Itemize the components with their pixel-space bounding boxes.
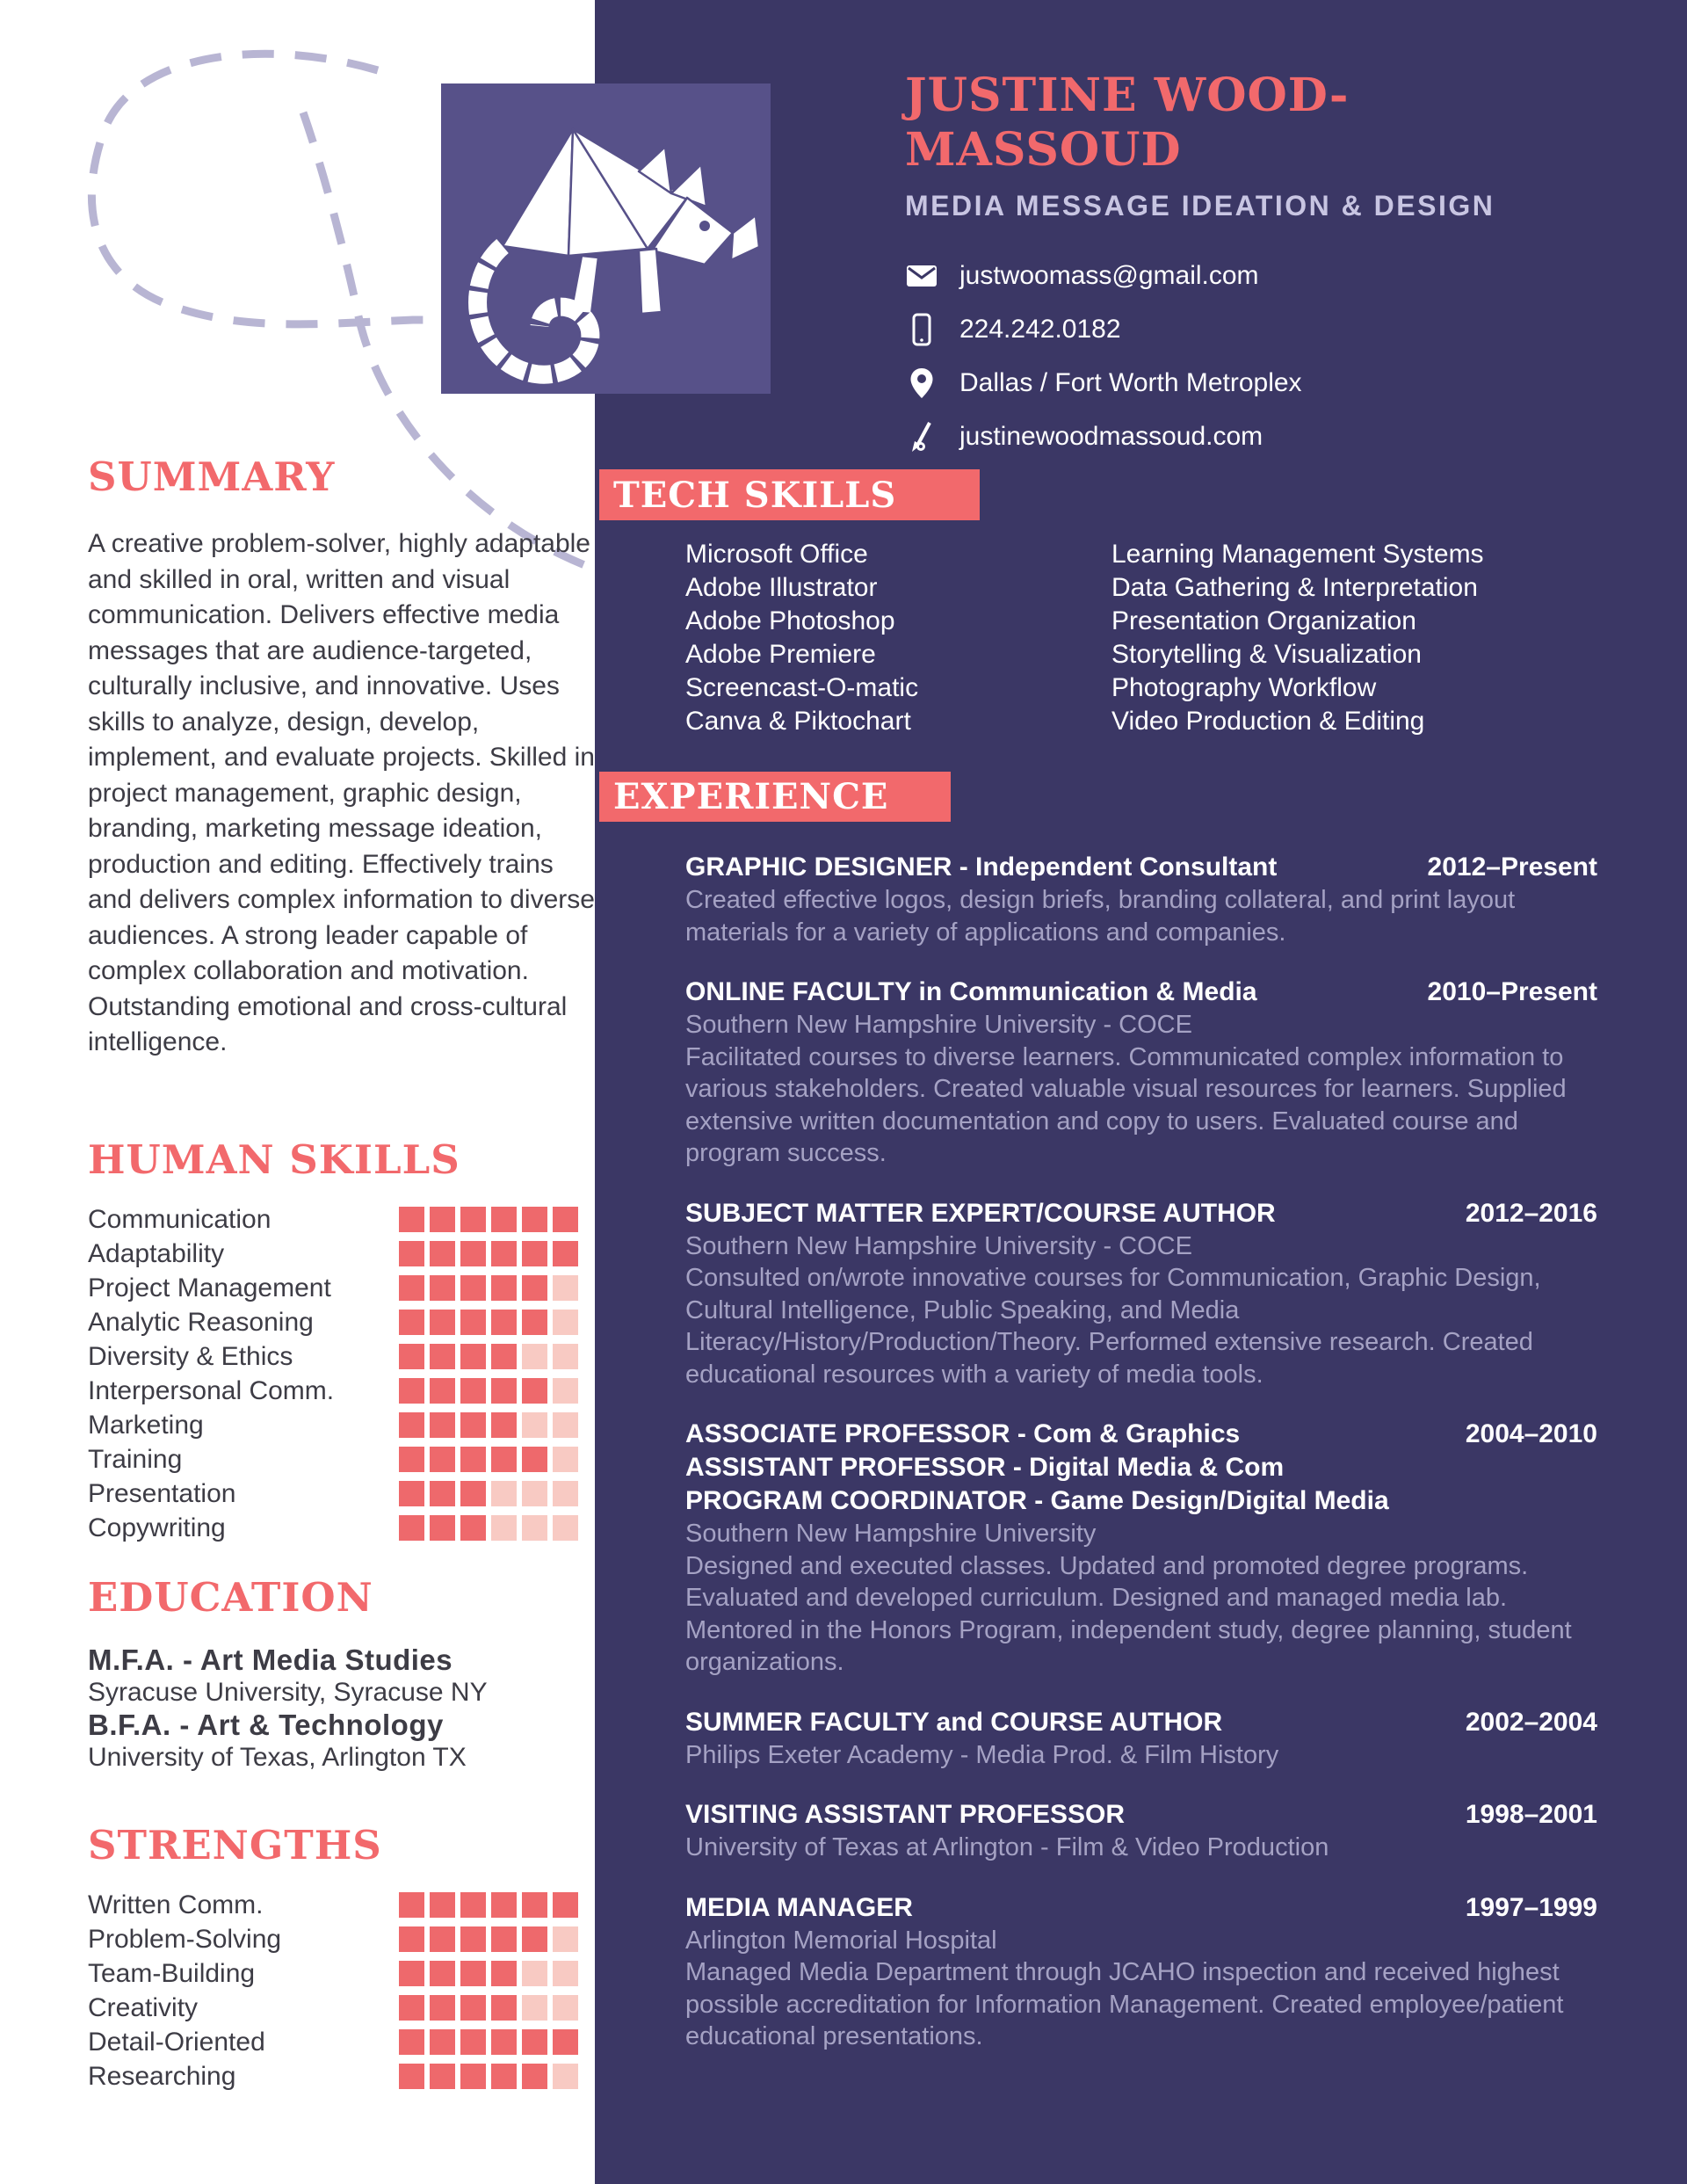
skill-rating [399, 1275, 578, 1301]
human-skills-heading: HUMAN SKILLS [88, 1136, 460, 1183]
tech-skills-heading: TECH SKILLS [613, 474, 897, 516]
rating-square-filled [460, 1961, 486, 1986]
rating-square-filled [430, 1310, 455, 1335]
rating-square-filled [460, 2064, 486, 2089]
rating-square-filled [460, 1926, 486, 1952]
rating-square-empty [553, 1961, 578, 1986]
skill-rating [399, 2064, 578, 2089]
job-title-line: GRAPHIC DESIGNER - Independent Consultant [685, 853, 1278, 882]
job-organization: Southern New Hampshire University [685, 1520, 1097, 1548]
skill-rating [399, 1344, 578, 1369]
job-title-line: ASSISTANT PROFESSOR - Digital Media & Com [685, 1453, 1285, 1482]
pen-tool-icon [905, 420, 938, 453]
skill-row [88, 1237, 578, 1271]
rating-square-filled [430, 1241, 455, 1266]
job-title-line: PROGRAM COORDINATOR - Game Design/Digital Media [685, 1486, 1389, 1515]
skill-row [88, 1956, 578, 1991]
rating-square-filled [399, 1961, 424, 1986]
rating-square-empty [491, 1515, 517, 1541]
tech-skills-column-2 [1111, 538, 1656, 738]
job-dates: 1997–1999 [1465, 1892, 1597, 1922]
rating-square-empty [553, 2064, 578, 2089]
job-organization: Philips Exeter Academy - Media Prod. & Film History [685, 1740, 1279, 1769]
rating-square-filled [399, 1378, 424, 1404]
job-titles [685, 1798, 1455, 1832]
contact-row[interactable] [905, 410, 1608, 463]
rating-square-filled [522, 1207, 547, 1232]
contact-list [905, 249, 1608, 463]
rating-square-filled [460, 1515, 486, 1541]
job-dates: 1998–2001 [1465, 1800, 1597, 1829]
job-header [685, 1706, 1597, 1739]
tech-skills-banner [599, 469, 980, 520]
experience-entry [685, 1798, 1597, 1864]
rating-square-filled [522, 1378, 547, 1404]
rating-square-filled [491, 1995, 517, 2021]
rating-square-filled [399, 1995, 424, 2021]
tech-skill-item: Learning Management Systems [1111, 540, 1484, 569]
skill-label: Project Management [88, 1273, 331, 1302]
rating-square-empty [553, 1275, 578, 1301]
job-header [685, 1197, 1597, 1230]
rating-square-filled [399, 1447, 424, 1472]
education-school: University of Texas, Arlington TX [88, 1743, 467, 1772]
rating-square-filled [399, 1310, 424, 1335]
rating-square-filled [491, 1207, 517, 1232]
job-header [685, 851, 1597, 884]
rating-square-filled [553, 2029, 578, 2055]
job-description: Created effective logos, design briefs, branding collateral, and print layout materials for a variety of applications and companies. [685, 886, 1516, 947]
skill-rating [399, 1995, 578, 2021]
job-titles [685, 1197, 1455, 1230]
contact-row[interactable] [905, 249, 1608, 302]
experience-list [685, 851, 1597, 2080]
skill-row [88, 1922, 578, 1956]
rating-square-filled [460, 1447, 486, 1472]
job-titles [685, 976, 1417, 1009]
rating-square-filled [460, 1481, 486, 1506]
education-degree: M.F.A. - Art Media Studies [88, 1643, 453, 1676]
email-icon [905, 259, 938, 293]
rating-square-filled [460, 2029, 486, 2055]
skill-rating [399, 1926, 578, 1952]
rating-square-filled [553, 1207, 578, 1232]
job-organization: Southern New Hampshire University - COCE [685, 1231, 1192, 1260]
skill-row [88, 1511, 578, 1545]
tech-skill-item: Canva & Piktochart [685, 707, 911, 736]
rating-square-filled [430, 1515, 455, 1541]
job-title-line: VISITING ASSISTANT PROFESSOR [685, 1800, 1126, 1829]
experience-entry [685, 976, 1597, 1170]
logo-square [441, 83, 771, 394]
contact-text: justwoomass@gmail.com [959, 260, 1259, 290]
rating-square-filled [399, 1926, 424, 1952]
rating-square-empty [553, 1515, 578, 1541]
skill-row [88, 1991, 578, 2025]
rating-square-filled [460, 1241, 486, 1266]
skill-rating [399, 1447, 578, 1472]
rating-square-filled [491, 1961, 517, 1986]
rating-square-filled [430, 1926, 455, 1952]
education-entries [88, 1643, 596, 1774]
job-header [685, 1798, 1597, 1832]
skill-rating [399, 1481, 578, 1506]
rating-square-filled [430, 2029, 455, 2055]
skill-rating [399, 1515, 578, 1541]
summary-heading: SUMMARY [88, 453, 336, 500]
rating-square-filled [399, 1344, 424, 1369]
tech-skill-item: Adobe Premiere [685, 640, 876, 669]
tech-skill-item: Photography Workflow [1111, 673, 1377, 702]
tech-skill-item: Adobe Photoshop [685, 606, 895, 635]
job-dates: 2010–Present [1427, 977, 1597, 1006]
origami-chameleon-logo [441, 83, 771, 394]
education-degree: B.F.A. - Art & Technology [88, 1709, 444, 1741]
skill-label: Detail-Oriented [88, 2027, 265, 2057]
job-dates: 2004–2010 [1465, 1419, 1597, 1448]
job-dates: 2002–2004 [1465, 1707, 1597, 1737]
rating-square-filled [491, 1310, 517, 1335]
rating-square-filled [460, 1995, 486, 2021]
skill-row [88, 1408, 578, 1442]
rating-square-filled [399, 1207, 424, 1232]
skill-row [88, 1477, 578, 1511]
contact-row [905, 356, 1608, 410]
contact-row [905, 302, 1608, 356]
tech-skills-column-1 [685, 538, 1098, 738]
rating-square-filled [491, 2029, 517, 2055]
skill-row [88, 1271, 578, 1305]
job-title-line: SUBJECT MATTER EXPERT/COURSE AUTHOR [685, 1198, 1276, 1228]
job-description: Consulted on/wrote innovative courses for Communication, Graphic Design, Cultural Intelligence, Public Speaking, and Media Literacy/History/Production/Theory. Performed extensive research. Created educational resources with a variety of media tools. [685, 1264, 1541, 1389]
summary-text: A creative problem-solver, highly adaptable and skilled in oral, written and visual communication. Delivers effective media messages that are audience-targeted, culturally inclusive, and innovative. Uses skills to analyze, design, develop, implement, and evaluate projects. Skilled in project management, graphic design, branding, marketing message ideation, production and editing. Effectively trains and delivers complex information to diverse audiences. A strong leader capable of complex collaboration and motivation. Outstanding emotional and cross-cultural intelligence. [88, 529, 595, 1056]
rating-square-filled [553, 1892, 578, 1918]
rating-square-empty [553, 1344, 578, 1369]
rating-square-filled [399, 1515, 424, 1541]
job-description: Managed Media Department through JCAHO inspection and received highest possible accreditation for Information Management. Created employee/patient educational presentations. [685, 1958, 1564, 2050]
rating-square-filled [491, 1344, 517, 1369]
rating-square-filled [399, 1241, 424, 1266]
rating-square-empty [553, 1412, 578, 1438]
contact-text: justinewoodmassoud.com [959, 421, 1263, 451]
rating-square-empty [522, 1481, 547, 1506]
job-header [685, 1418, 1597, 1518]
experience-entry [685, 1891, 1597, 2053]
contact-text: Dallas / Fort Worth Metroplex [959, 367, 1302, 397]
job-header [685, 1891, 1597, 1925]
rating-square-filled [430, 1378, 455, 1404]
job-header [685, 976, 1597, 1009]
job-titles [685, 1891, 1455, 1925]
rating-square-empty [522, 1515, 547, 1541]
rating-square-filled [491, 1447, 517, 1472]
job-title-line: SUMMER FACULTY and COURSE AUTHOR [685, 1707, 1223, 1737]
job-organization: Arlington Memorial Hospital [685, 1926, 997, 1955]
rating-square-filled [430, 1892, 455, 1918]
rating-square-filled [460, 1344, 486, 1369]
tech-skill-item: Presentation Organization [1111, 606, 1416, 635]
skill-label: Communication [88, 1204, 272, 1234]
rating-square-filled [430, 1995, 455, 2021]
rating-square-filled [491, 1412, 517, 1438]
skill-label: Interpersonal Comm. [88, 1375, 335, 1405]
rating-square-filled [522, 2064, 547, 2089]
skill-row [88, 1339, 578, 1374]
skill-label: Creativity [88, 1992, 199, 2022]
job-title-line: MEDIA MANAGER [685, 1892, 913, 1922]
job-title-line: ASSOCIATE PROFESSOR - Com & Graphics [685, 1419, 1241, 1448]
rating-square-filled [399, 1412, 424, 1438]
rating-square-filled [460, 1378, 486, 1404]
phone-icon [905, 313, 938, 346]
skill-label: Analytic Reasoning [88, 1307, 314, 1337]
rating-square-empty [553, 1378, 578, 1404]
skill-label: Presentation [88, 1478, 236, 1508]
rating-square-filled [522, 1310, 547, 1335]
human-skills-rows [88, 1202, 596, 1545]
person-role: MEDIA MESSAGE IDEATION & DESIGN [905, 190, 1495, 221]
rating-square-filled [491, 1275, 517, 1301]
rating-square-filled [430, 1275, 455, 1301]
skill-rating [399, 1892, 578, 1918]
tech-skill-item: Storytelling & Visualization [1111, 640, 1422, 669]
skill-label: Copywriting [88, 1513, 226, 1542]
skill-label: Team-Building [88, 1958, 256, 1988]
skill-label: Problem-Solving [88, 1924, 282, 1954]
person-name: JUSTINE WOOD-MASSOUD [905, 69, 1350, 177]
rating-square-filled [460, 1207, 486, 1232]
location-pin-icon [905, 366, 938, 400]
identity-block [905, 69, 1608, 463]
rating-square-empty [553, 1926, 578, 1952]
rating-square-empty [522, 1412, 547, 1438]
rating-square-filled [491, 2064, 517, 2089]
skill-rating [399, 1378, 578, 1404]
rating-square-empty [553, 1995, 578, 2021]
rating-square-filled [522, 1241, 547, 1266]
rating-square-filled [491, 1378, 517, 1404]
rating-square-filled [553, 1241, 578, 1266]
job-dates: 2012–2016 [1465, 1198, 1597, 1228]
rating-square-filled [430, 1961, 455, 1986]
job-description: Designed and executed classes. Updated and promoted degree programs. Evaluated and developed curriculum. Designed and managed media lab. Mentored in the Honors Program, independent study, degree planning, student organizations. [685, 1551, 1572, 1676]
rating-square-filled [399, 2029, 424, 2055]
skill-row [88, 1305, 578, 1339]
rating-square-filled [522, 1926, 547, 1952]
experience-heading: EXPERIENCE [613, 776, 889, 817]
rating-square-filled [460, 1892, 486, 1918]
rating-square-filled [460, 1412, 486, 1438]
rating-square-filled [460, 1275, 486, 1301]
rating-square-filled [491, 1926, 517, 1952]
rating-square-empty [522, 1344, 547, 1369]
rating-square-filled [522, 1447, 547, 1472]
strengths-section [88, 1821, 596, 2093]
rating-square-filled [522, 1275, 547, 1301]
job-organization: University of Texas at Arlington - Film & Video Production [685, 1833, 1329, 1861]
rating-square-empty [522, 1995, 547, 2021]
contact-text: 224.242.0182 [959, 314, 1121, 344]
skill-label: Adaptability [88, 1238, 225, 1268]
education-school: Syracuse University, Syracuse NY [88, 1678, 488, 1707]
skill-row [88, 1374, 578, 1408]
education-heading: EDUCATION [88, 1574, 373, 1621]
experience-banner [599, 772, 951, 822]
skill-label: Written Comm. [88, 1890, 264, 1919]
strengths-heading: STRENGTHS [88, 1822, 382, 1868]
job-description: Facilitated courses to diverse learners. Communicated complex information to various stakeholders. Created valuable visual resources for learners. Supplied extensive written documentation and copy to users. Evaluated course and program success. [685, 1042, 1567, 1167]
skill-row [88, 2025, 578, 2059]
rating-square-filled [399, 1275, 424, 1301]
rating-square-filled [430, 1481, 455, 1506]
skill-row [88, 1442, 578, 1477]
job-organization: Southern New Hampshire University - COCE [685, 1011, 1192, 1039]
experience-entry [685, 851, 1597, 948]
job-titles [685, 851, 1417, 884]
rating-square-filled [491, 1892, 517, 1918]
skill-label: Marketing [88, 1410, 204, 1440]
experience-entry [685, 1418, 1597, 1679]
skill-rating [399, 1310, 578, 1335]
rating-square-filled [430, 1412, 455, 1438]
skill-rating [399, 2029, 578, 2055]
experience-entry [685, 1706, 1597, 1772]
skill-rating [399, 1412, 578, 1438]
rating-square-empty [553, 1481, 578, 1506]
tech-skill-item: Microsoft Office [685, 540, 868, 569]
rating-square-empty [522, 1961, 547, 1986]
job-dates: 2012–Present [1427, 853, 1597, 882]
experience-entry [685, 1197, 1597, 1391]
rating-square-filled [399, 2064, 424, 2089]
rating-square-filled [430, 1207, 455, 1232]
rating-square-filled [430, 1447, 455, 1472]
rating-square-filled [430, 1344, 455, 1369]
rating-square-filled [460, 1310, 486, 1335]
summary-section [88, 453, 596, 1061]
education-section [88, 1573, 596, 1774]
rating-square-empty [491, 1481, 517, 1506]
skill-rating [399, 1207, 578, 1232]
rating-square-filled [522, 2029, 547, 2055]
skill-label: Training [88, 1444, 183, 1474]
rating-square-filled [430, 2064, 455, 2089]
rating-square-filled [522, 1892, 547, 1918]
skill-rating [399, 1961, 578, 1986]
skill-label: Diversity & Ethics [88, 1341, 293, 1371]
rating-square-filled [399, 1892, 424, 1918]
strengths-rows [88, 1888, 596, 2093]
rating-square-empty [553, 1310, 578, 1335]
skill-label: Researching [88, 2061, 236, 2091]
skill-row [88, 1202, 578, 1237]
rating-square-filled [399, 1481, 424, 1506]
tech-skill-item: Screencast-O-matic [685, 673, 919, 702]
skill-rating [399, 1241, 578, 1266]
tech-skill-item: Video Production & Editing [1111, 707, 1425, 736]
rating-square-empty [553, 1447, 578, 1472]
job-titles [685, 1418, 1455, 1518]
tech-skill-item: Adobe Illustrator [685, 573, 878, 602]
tech-skill-item: Data Gathering & Interpretation [1111, 573, 1478, 602]
human-skills-section [88, 1136, 596, 1545]
skill-row [88, 2059, 578, 2093]
rating-square-filled [491, 1241, 517, 1266]
skill-row [88, 1888, 578, 1922]
job-titles [685, 1706, 1455, 1739]
job-title-line: ONLINE FACULTY in Communication & Media [685, 977, 1257, 1006]
